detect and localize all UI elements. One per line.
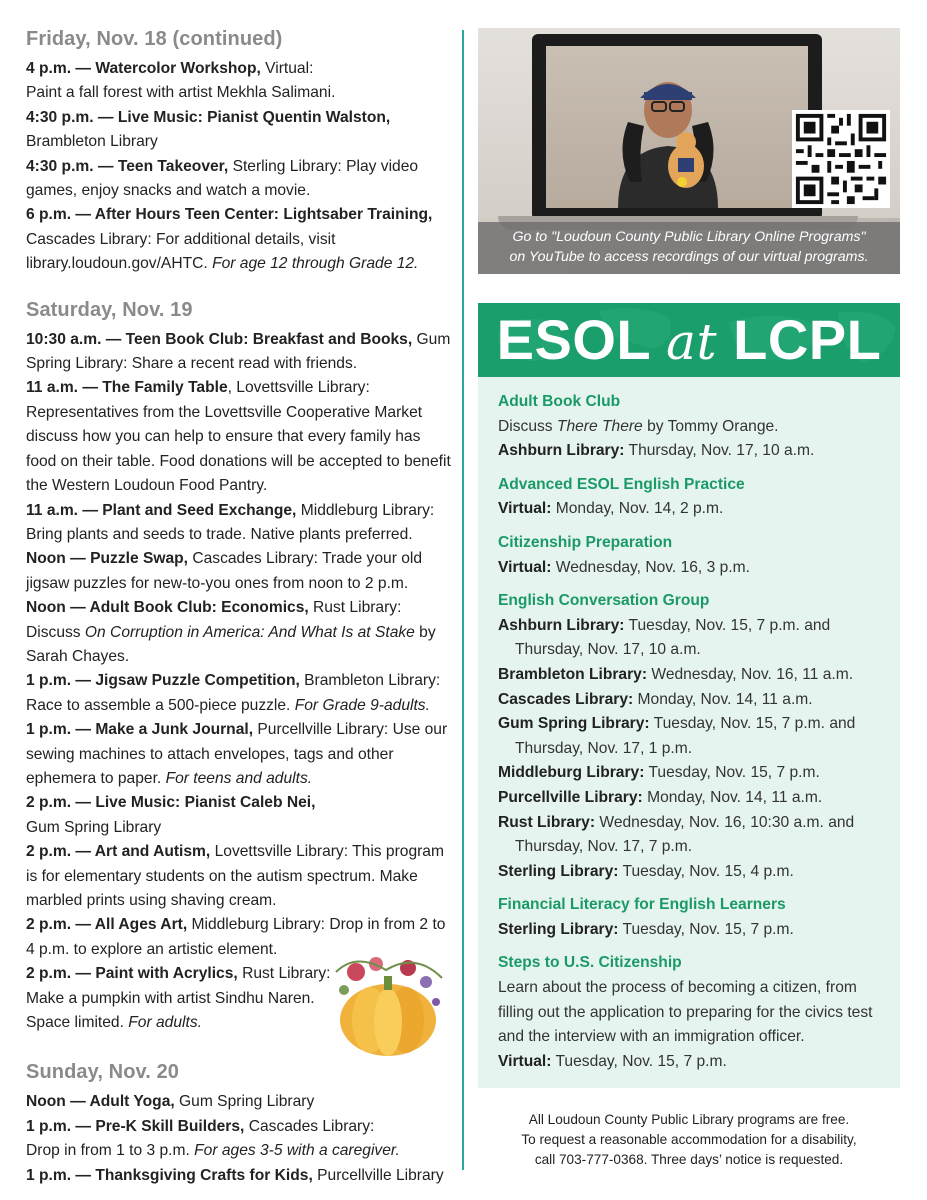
footer-line: call 703-777-0368. Three days’ notice is requested. (534, 1152, 844, 1167)
section-line: Purcellville Library: Monday, Nov. 14, 11 a.m. (498, 788, 823, 806)
section-line: Ashburn Library: Thursday, Nov. 17, 10 a.m. (498, 442, 815, 460)
event-item: 1 p.m. — Make a Junk Journal, Purcellville Library: Use our sewing machines to attach envelopes, tags and other ephemera to paper. For teens and adults. (26, 721, 448, 787)
section-title: Citizenship Preparation (498, 533, 673, 551)
day-heading-sunday: Sunday, Nov. 20 (26, 1061, 180, 1084)
event-item: 1 p.m. — Pre-K Skill Builders, Cascades Library: Drop in from 1 to 3 p.m. For ages 3-5 with a caregiver. (26, 1117, 400, 1160)
presenter-figure (598, 62, 738, 208)
event-item: 11 a.m. — Plant and Seed Exchange, Middleburg Library: Bring plants and seeds to trade. Native plants preferred. (26, 501, 435, 543)
event-item: 11 a.m. — The Family Table, Lovettsville Library: Representatives from the Lovettsville Cooperative Market discuss how you can help to ensure that every family has food on their table. Food donations will be accepted to benefit the Western Loudoun Food Pantry. (26, 379, 451, 495)
footer-line: To request a reasonable accommodation for a disability, (521, 1132, 857, 1147)
caption-line: Go to "Loudoun County Public Library Online Programs" (512, 229, 866, 245)
pumpkin-illustration (326, 942, 450, 1062)
event-item: 2 p.m. — Live Music: Pianist Caleb Nei, Gum Spring Library (26, 794, 316, 836)
caption-line: on YouTube to access recordings of our virtual programs. (509, 249, 869, 265)
section-title: Advanced ESOL English Practice (498, 475, 745, 493)
section-line: Discuss There There by Tommy Orange. (498, 417, 779, 435)
section-line: Sterling Library: Tuesday, Nov. 15, 7 p.m. (498, 920, 794, 938)
section-line: Middleburg Library: Tuesday, Nov. 15, 7 p.m. (498, 764, 820, 782)
section-line: Virtual: Monday, Nov. 14, 2 p.m. (498, 500, 724, 518)
event-item: 4:30 p.m. — Teen Takeover, Sterling Library: Play video games, enjoy snacks and watch a movie. (26, 157, 419, 200)
section-line: Rust Library: Wednesday, Nov. 16, 10:30 a.m. and (498, 813, 855, 831)
section-line: Virtual: Tuesday, Nov. 15, 7 p.m. (498, 1052, 727, 1070)
esol-banner (478, 303, 900, 377)
event-item: 4 p.m. — Watercolor Workshop, Virtual: Paint a fall forest with artist Mekhla Salimani. (26, 60, 336, 102)
section-title: Financial Literacy for English Learners (498, 896, 786, 914)
section-title: Steps to U.S. Citizenship (498, 954, 682, 972)
event-item: Noon — Adult Book Club: Economics, Rust Library: Discuss On Corruption in America: And What Is at Stake by Sarah Chayes. (26, 599, 436, 665)
qr-code[interactable] (792, 110, 890, 208)
esol-section-conversation (498, 589, 890, 884)
column-divider (462, 30, 464, 1170)
section-line: Virtual: Wednesday, Nov. 16, 3 p.m. (498, 558, 750, 576)
section-line: Thursday, Nov. 17, 1 p.m. (515, 739, 693, 757)
event-item: 1 p.m. — Thanksgiving Crafts for Kids, Purcellville Library (26, 1166, 444, 1184)
section-line: Brambleton Library: Wednesday, Nov. 16, 11 a.m. (498, 665, 854, 683)
esol-section-steps-citizenship (498, 951, 890, 1074)
section-title: English Conversation Group (498, 592, 710, 610)
esol-panel (478, 377, 900, 1088)
day-heading-saturday: Saturday, Nov. 19 (26, 298, 193, 321)
footer-line: All Loudoun County Public Library programs are free. (528, 1112, 850, 1127)
section-line: Gum Spring Library: Tuesday, Nov. 15, 7 p.m. and (498, 715, 856, 733)
esol-section-citizenship-prep (498, 531, 890, 580)
section-line: Learn about the process of becoming a citizen, from filling out the application to preparing for the civics test and the interview with an immigration officer. (498, 979, 873, 1046)
section-line: Thursday, Nov. 17, 10 a.m. (515, 641, 701, 659)
event-item: 2 p.m. — Art and Autism, Lovettsville Library: This program is for elementary students on the autism spectrum. Make marbled prints using shaving cream. (26, 843, 444, 909)
event-item: 1 p.m. — Jigsaw Puzzle Competition, Brambleton Library: Race to assemble a 500-piece puzzle. For Grade 9-adults. (26, 672, 441, 714)
section-line: Cascades Library: Monday, Nov. 14, 11 a.m. (498, 690, 813, 708)
video-photo (478, 28, 900, 274)
event-item: Noon — Adult Yoga, Gum Spring Library (26, 1093, 315, 1111)
event-item: 10:30 a.m. — Teen Book Club: Breakfast and Books, Gum Spring Library: Share a recent read with friends. (26, 330, 451, 373)
esol-section-financial (498, 893, 890, 942)
event-item: 6 p.m. — After Hours Teen Center: Lightsaber Training, Cascades Library: For additional details, visit library.loudoun.gov/AHTC. For age 12 through Grade 12. (26, 206, 433, 273)
esol-section-advanced (498, 473, 890, 522)
event-item: 2 p.m. — All Ages Art, Middleburg Library: Drop in from 2 to 4 p.m. to explore an artistic element. (26, 916, 446, 958)
footer-notice (478, 1110, 900, 1170)
section-line: Ashburn Library: Tuesday, Nov. 15, 7 p.m. and (498, 616, 831, 634)
section-title: Adult Book Club (498, 393, 621, 410)
section-line: Sterling Library: Tuesday, Nov. 15, 4 p.m. (498, 862, 794, 880)
esol-section-book-club (498, 390, 890, 464)
event-item: 4:30 p.m. — Live Music: Pianist Quentin Walston, Brambleton Library (26, 108, 391, 151)
section-line: Thursday, Nov. 17, 7 p.m. (515, 838, 693, 856)
day-heading-friday: Friday, Nov. 18 (continued) (26, 28, 283, 50)
esol-title: ESOL at LCPL (496, 308, 882, 371)
event-item: 2 p.m. — Paint with Acrylics, Rust Library: Make a pumpkin with artist Sindhu Naren. Space limited. For adults. (26, 965, 331, 1032)
event-item: Noon — Puzzle Swap, Cascades Library: Trade your old jigsaw puzzles for new-to-you ones from noon to 2 p.m. (26, 550, 423, 592)
photo-caption (478, 222, 900, 274)
